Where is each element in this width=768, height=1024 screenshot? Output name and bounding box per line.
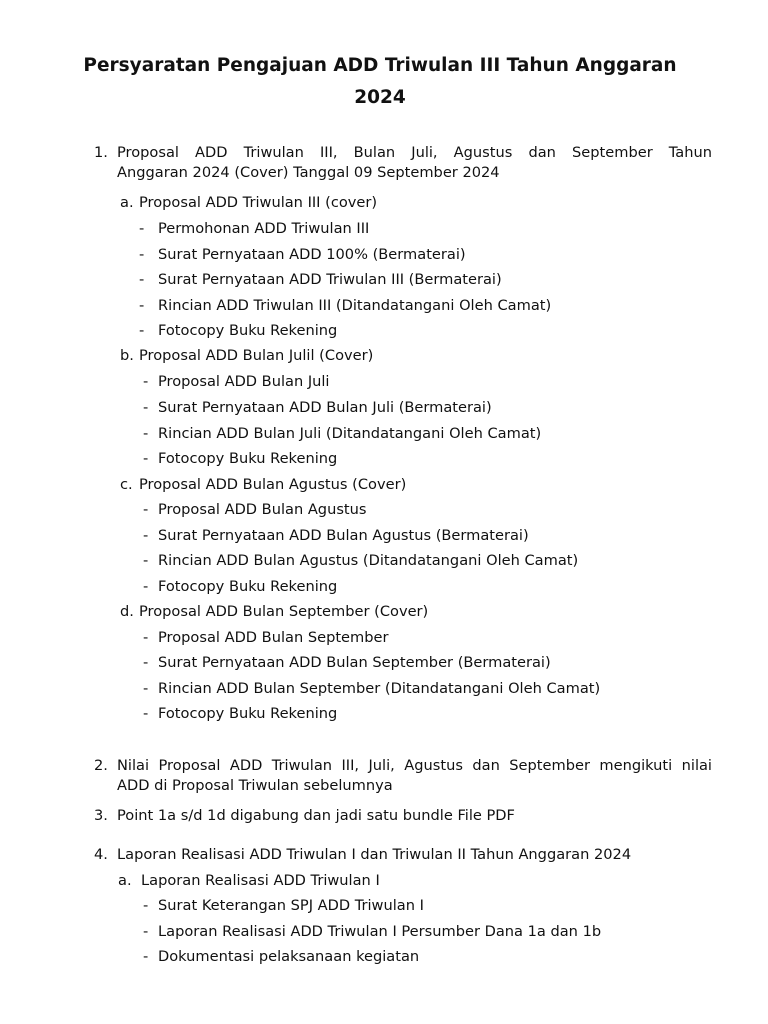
dash-marker: - (143, 680, 149, 697)
item-1b-bullet: Proposal ADD Bulan Juli (158, 373, 330, 390)
item-1c-text: Proposal ADD Bulan Agustus (Cover) (139, 476, 407, 493)
item-1a-bullet: Surat Pernyataan ADD 100% (Bermaterai) (158, 246, 466, 263)
item-1c-bullet: Proposal ADD Bulan Agustus (158, 501, 367, 518)
item-1b-text: Proposal ADD Bulan Julil (Cover) (139, 347, 374, 364)
dash-marker: - (139, 297, 145, 314)
item-4-text: Laporan Realisasi ADD Triwulan I dan Triwulan II Tahun Anggaran 2024 (117, 846, 632, 863)
item-2-number: 2. (94, 757, 108, 774)
item-1-text-line-1: Proposal ADD Triwulan III, Bulan Juli, Agustus dan September Tahun (117, 144, 712, 161)
item-4a-label: a. (118, 872, 132, 889)
item-1-number: 1. (94, 144, 108, 161)
item-1-text (117, 143, 712, 183)
dash-marker: - (143, 552, 149, 569)
item-1c-bullet: Surat Pernyataan ADD Bulan Agustus (Bermaterai) (158, 527, 529, 544)
dash-marker: - (143, 373, 149, 390)
document-title (60, 50, 700, 114)
item-1d-bullet: Rincian ADD Bulan September (Ditandatangani Oleh Camat) (158, 680, 601, 697)
item-1d-bullet: Surat Pernyataan ADD Bulan September (Bermaterai) (158, 654, 551, 671)
dash-marker: - (139, 246, 145, 263)
dash-marker: - (143, 629, 149, 646)
title-line-1: Persyaratan Pengajuan ADD Triwulan III Tahun Anggaran (83, 55, 677, 76)
dash-marker: - (143, 705, 149, 722)
item-1a-bullet: Permohonan ADD Triwulan III (158, 220, 370, 237)
item-2-text (117, 756, 712, 796)
item-1a-bullet: Surat Pernyataan ADD Triwulan III (Bermaterai) (158, 271, 502, 288)
item-4a-bullet: Surat Keterangan SPJ ADD Triwulan I (158, 897, 424, 914)
dash-marker: - (143, 425, 149, 442)
title-line-2: 2024 (354, 87, 406, 108)
item-2-text-line-2: ADD di Proposal Triwulan sebelumnya (117, 777, 393, 794)
item-1a-label: a. (120, 194, 134, 211)
dash-marker: - (143, 450, 149, 467)
item-1b-bullet: Rincian ADD Bulan Juli (Ditandatangani Oleh Camat) (158, 425, 542, 442)
item-1d-bullet: Proposal ADD Bulan September (158, 629, 389, 646)
item-2-text-line-1: Nilai Proposal ADD Triwulan III, Juli, Agustus dan September mengikuti nilai (117, 757, 712, 774)
item-3-text: Point 1a s/d 1d digabung dan jadi satu bundle File PDF (117, 807, 515, 824)
item-4a-text: Laporan Realisasi ADD Triwulan I (141, 872, 380, 889)
item-1d-text: Proposal ADD Bulan September (Cover) (139, 603, 429, 620)
item-1a-bullet: Fotocopy Buku Rekening (158, 322, 338, 339)
dash-marker: - (143, 948, 149, 965)
item-1c-bullet: Fotocopy Buku Rekening (158, 578, 338, 595)
item-1b-bullet: Surat Pernyataan ADD Bulan Juli (Bermaterai) (158, 399, 492, 416)
dash-marker: - (143, 654, 149, 671)
dash-marker: - (143, 501, 149, 518)
dash-marker: - (139, 271, 145, 288)
item-4-number: 4. (94, 846, 108, 863)
item-1d-label: d. (120, 603, 134, 620)
item-1c-bullet: Rincian ADD Bulan Agustus (Ditandatangani Oleh Camat) (158, 552, 579, 569)
item-1c-label: c. (120, 476, 133, 493)
item-1b-label: b. (120, 347, 134, 364)
dash-marker: - (143, 897, 149, 914)
item-3-number: 3. (94, 807, 108, 824)
dash-marker: - (139, 322, 145, 339)
dash-marker: - (143, 923, 149, 940)
item-4a-bullet: Dokumentasi pelaksanaan kegiatan (158, 948, 420, 965)
item-1-text-line-2: Anggaran 2024 (Cover) Tanggal 09 September 2024 (117, 164, 500, 181)
dash-marker: - (139, 220, 145, 237)
dash-marker: - (143, 399, 149, 416)
dash-marker: - (143, 527, 149, 544)
dash-marker: - (143, 578, 149, 595)
item-1b-bullet: Fotocopy Buku Rekening (158, 450, 338, 467)
item-1d-bullet: Fotocopy Buku Rekening (158, 705, 338, 722)
item-1a-bullet: Rincian ADD Triwulan III (Ditandatangani Oleh Camat) (158, 297, 552, 314)
item-1a-text: Proposal ADD Triwulan III (cover) (139, 194, 378, 211)
item-4a-bullet: Laporan Realisasi ADD Triwulan I Persumber Dana 1a dan 1b (158, 923, 602, 940)
